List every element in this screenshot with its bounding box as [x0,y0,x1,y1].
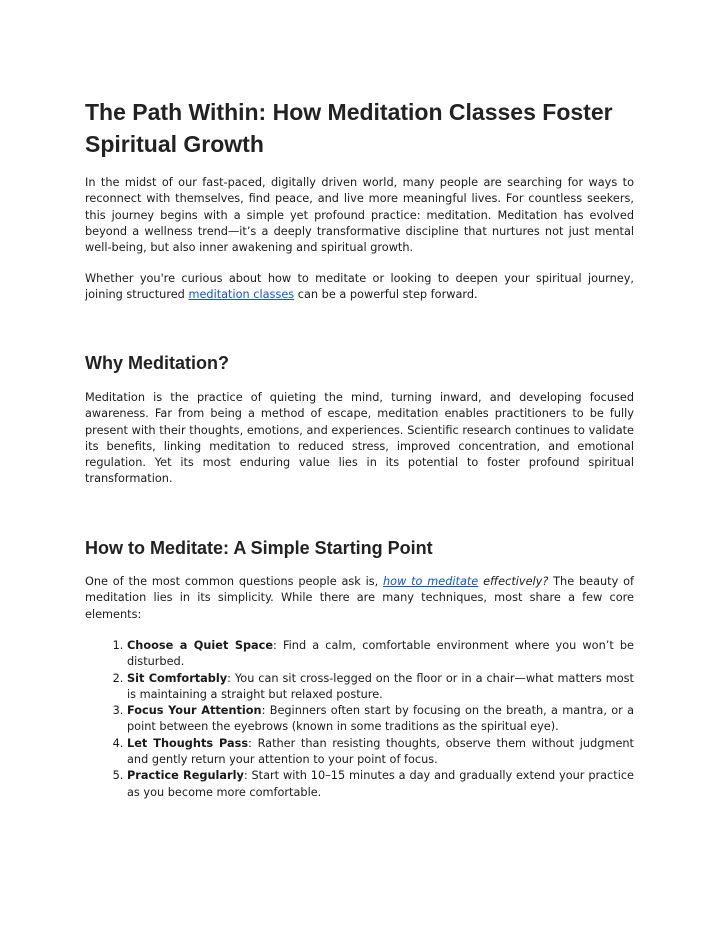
how-intro-italic: effectively? [478,575,549,588]
intro-paragraph-2 [85,271,634,304]
why-meditation-paragraph: Meditation is the practice of quieting the mind, turning inward, and developing focused awareness. Far from being a method of escape, meditation enables practitioners to be fully present with their thoughts, emotions, and experiences. Scientific research continues to validate its benefits, linking meditation to reduced stress, improved concentration, and emotional regulation. Yet its most enduring value lies in its potential to foster profound spiritual transformation. [85,391,634,486]
how-intro-text-after: The beauty of meditation lies in its simplicity. While there are many techniques, most share a few core elements: [85,575,634,621]
intro-paragraph-1: In the midst of our fast-paced, digitally driven world, many people are searching for ways to reconnect with themselves, find peace, and live more meaningful lives. For countless seekers, this journey begins with a simple yet profound practice: meditation. Meditation has evolved beyond a wellness trend—it’s a deeply transformative discipline that nurtures not just mental well-being, but also inner awakening and spiritual growth. [85,176,634,255]
step-title: Sit Comfortably [127,671,228,685]
list-item [127,736,634,769]
why-meditation-heading: Why Meditation? [85,353,229,373]
list-item [127,703,634,736]
step-title: Let Thoughts Pass [127,736,249,750]
step-title: Choose a Quiet Space [127,639,274,652]
step-text: : Beginners often start by focusing on the breath, a mantra, or a point between the eyebrows (known in some traditions as the spiritual eye). [127,704,634,734]
meditation-classes-link[interactable]: meditation classes [188,288,295,302]
list-item [127,768,634,801]
step-title: Practice Regularly [127,769,244,783]
intro-p2-text-after: can be a powerful step forward. [294,288,478,302]
how-intro-text-before: One of the most common questions people ask is, [85,575,384,588]
how-to-meditate-intro [85,574,634,623]
list-item [127,671,634,704]
how-to-meditate-link[interactable] [383,575,478,588]
how-to-meditate-link-text[interactable]: how to meditate [383,575,479,588]
step-text: : Start with 10–15 minutes a day and gradually extend your practice as you become more comfortable. [127,769,634,799]
how-to-meditate-heading: How to Meditate: A Simple Starting Point [85,538,433,558]
meditation-steps-list [85,638,634,801]
step-text: : You can sit cross-legged on the floor or in a chair—what matters most is maintaining a straight but relaxed posture. [127,671,634,701]
list-item [127,638,634,671]
step-title: Focus Your Attention [127,704,262,718]
step-text: : Find a calm, comfortable environment where you won’t be disturbed. [127,639,634,669]
intro-p2-text-before: Whether you're curious about how to meditate or looking to deepen your spiritual journey, joining structured [85,272,634,302]
step-text: : Rather than resisting thoughts, observe them without judgment and gently return your attention to your point of focus. [127,736,634,767]
page-title: The Path Within: How Meditation Classes Foster Spiritual Growth [85,99,613,157]
